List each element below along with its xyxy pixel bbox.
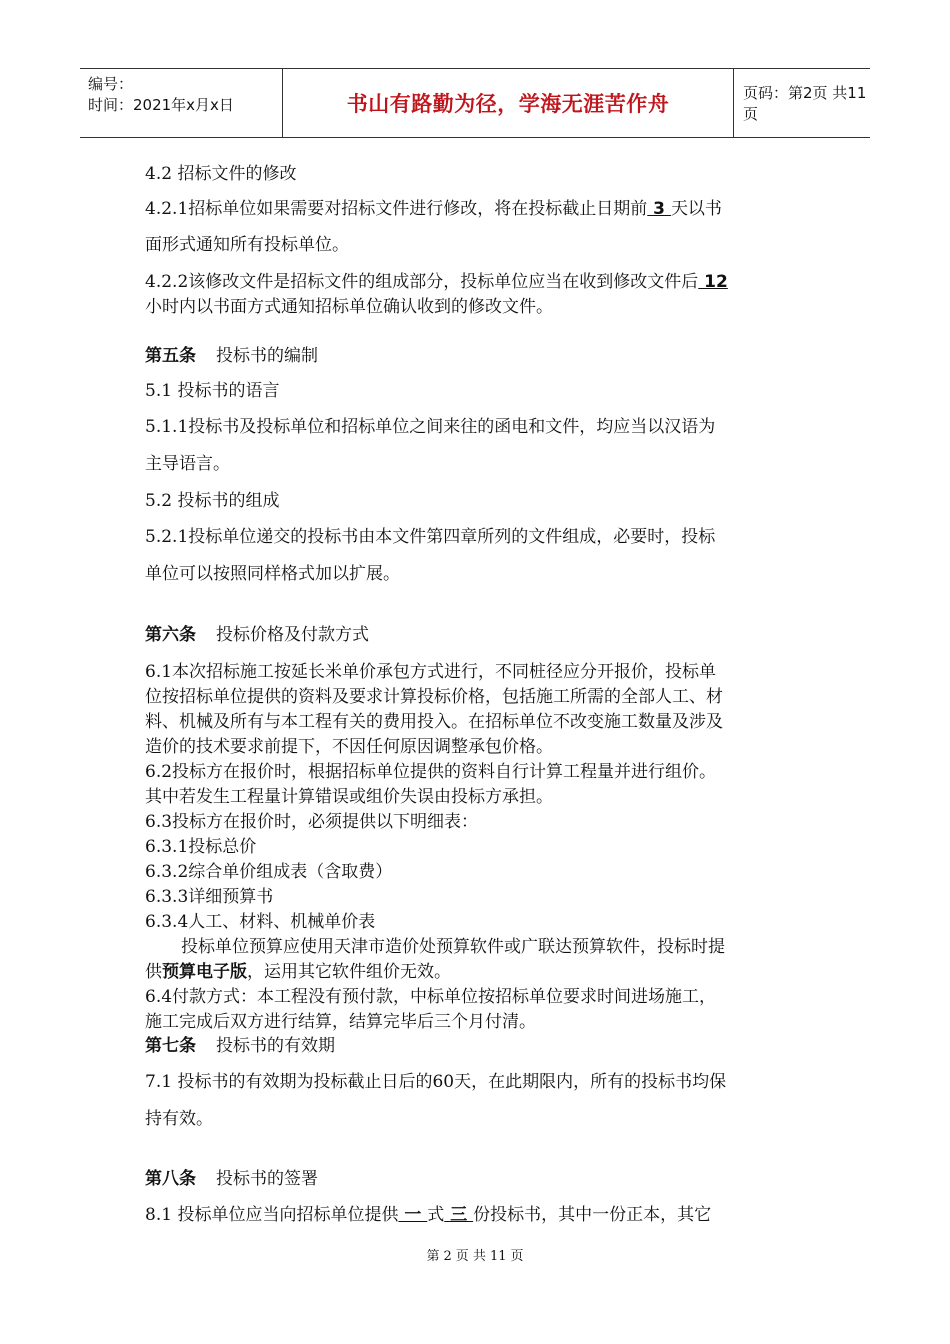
article-label: 第八条 (145, 1169, 196, 1189)
clause-6-2-line1: 6.2投标方在报价时，根据招标单位提供的资料自行计算工程量并进行组价。 (145, 762, 717, 782)
clause-6-3-3: 6.3.3详细预算书 (145, 887, 274, 907)
header-page-cell (733, 69, 870, 137)
clause-6-3-1: 6.3.1投标总价 (145, 837, 257, 857)
clause-5-1-1-cont: 主导语言。 (145, 454, 230, 474)
clause-4-2-2 (145, 270, 810, 294)
note-emphasis: 预算电子版 (162, 962, 247, 982)
clause-6-3: 6.3投标方在报价时，必须提供以下明细表： (145, 812, 479, 832)
clause-text: 8.1 投标单位应当向招标单位提供 (145, 1205, 399, 1225)
clause-6-note-line1: 投标单位预算应使用天津市造价处预算软件或广联达预算软件，投标时提 (181, 937, 725, 957)
clause-6-4-line2: 施工完成后双方进行结算，结算完毕后三个月付清。 (145, 1012, 536, 1032)
page-header (80, 68, 870, 138)
clause-6-2-line2: 其中若发生工程量计算错误或组价失误由投标方承担。 (145, 787, 553, 807)
note-text: ，运用其它软件组价无效。 (247, 962, 451, 982)
page-footer (0, 1245, 950, 1264)
hours-value: 12 (698, 272, 728, 292)
footer-page-number: 2 (443, 1249, 452, 1264)
clause-6-1-line1: 6.1本次招标施工按延长米单价承包方式进行，不同桩径应分开报价，投标单 (145, 662, 717, 682)
clause-text: 4.2.2该修改文件是招标文件的组成部分，投标单位应当在收到修改文件后 (145, 272, 699, 292)
copies-set-value: 一 (398, 1205, 428, 1225)
clause-5-1-1: 5.1.1投标书及投标单位和招标单位之间来往的函电和文件，均应当以汉语为 (145, 417, 716, 437)
clause-text: 天以书 (670, 199, 722, 219)
article-title: 投标书的签署 (216, 1169, 318, 1189)
header-page-info: 页码：第2页 共11页 (743, 84, 867, 123)
clause-6-1-line2: 位按招标单位提供的资料及要求计算投标价格，包括施工所需的全部人工、材 (145, 687, 723, 707)
article-label: 第七条 (145, 1036, 196, 1056)
clause-text: 份投标书，其中一份正本，其它 (473, 1205, 712, 1225)
clause-4-2-1 (145, 197, 810, 221)
section-5-1-title: 5.1 投标书的语言 (145, 381, 280, 401)
article-title: 投标书的有效期 (216, 1036, 335, 1056)
clause-7-1: 7.1 投标书的有效期为投标截止日后的60天，在此期限内，所有的投标书均保 (145, 1072, 727, 1092)
clause-4-2-2-cont: 小时内以书面方式通知招标单位确认收到的修改文件。 (145, 297, 553, 317)
clause-text: 式 (427, 1205, 445, 1225)
doc-time-label: 时间：2021年x月x日 (88, 96, 234, 114)
clause-6-note-line2 (145, 960, 810, 984)
article-5-heading (145, 344, 810, 368)
clause-5-2-1-cont: 单位可以按照同样格式加以扩展。 (145, 564, 400, 584)
clause-6-3-2: 6.3.2综合单价组成表（含取费） (145, 862, 393, 882)
clause-5-2-1: 5.2.1投标单位递交的投标书由本文件第四章所列的文件组成，必要时，投标 (145, 527, 716, 547)
days-value: 3 (647, 199, 671, 219)
header-motto-cell (282, 69, 734, 137)
section-5-2-title: 5.2 投标书的组成 (145, 491, 280, 511)
article-7-heading (145, 1034, 810, 1058)
clause-text: 4.2.1招标单位如果需要对招标文件进行修改，将在投标截止日期前 (145, 199, 648, 219)
doc-number-label: 编号： (88, 75, 134, 93)
section-4-2-title: 4.2 招标文件的修改 (145, 164, 297, 184)
footer-text: 页 (510, 1249, 524, 1264)
footer-text: 第 (426, 1249, 440, 1264)
article-title: 投标书的编制 (216, 346, 318, 366)
clause-6-3-4: 6.3.4人工、材料、机械单价表 (145, 912, 376, 932)
copies-count-value: 三 (444, 1205, 474, 1225)
clause-6-4-line1: 6.4付款方式：本工程没有预付款，中标单位按招标单位要求时间进场施工， (145, 987, 717, 1007)
clause-6-1-line3: 料、机械及所有与本工程有关的费用投入。在招标单位不改变施工数量及涉及 (145, 712, 723, 732)
footer-text: 页 共 (455, 1249, 486, 1264)
note-text: 供 (145, 962, 162, 982)
footer-total-pages: 11 (489, 1249, 507, 1264)
article-title: 投标价格及付款方式 (216, 625, 369, 645)
header-motto: 书山有路勤为径，学海无涯苦作舟 (346, 92, 670, 116)
article-label: 第六条 (145, 625, 196, 645)
article-label: 第五条 (145, 346, 196, 366)
clause-7-1-cont: 持有效。 (145, 1109, 213, 1129)
article-8-heading (145, 1167, 810, 1191)
header-meta (80, 69, 282, 137)
clause-4-2-1-cont: 面形式通知所有投标单位。 (145, 235, 349, 255)
article-6-heading (145, 623, 810, 647)
clause-6-1-line4: 造价的技术要求前提下，不因任何原因调整承包价格。 (145, 737, 553, 757)
clause-8-1 (145, 1203, 810, 1227)
